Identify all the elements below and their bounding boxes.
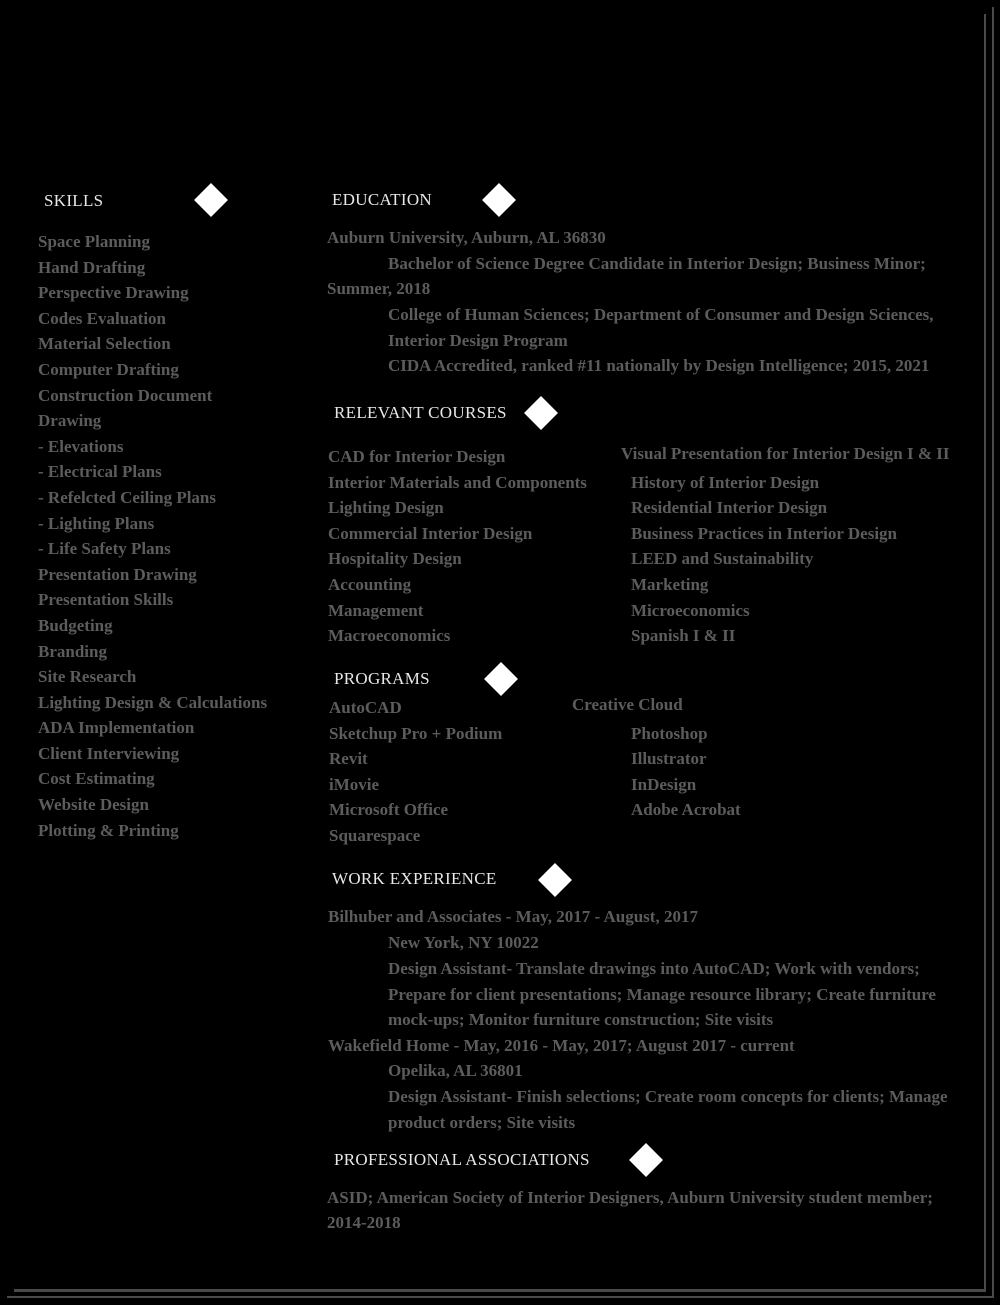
frame-right-outer [992,7,994,1298]
program-item: Photoshop [631,723,708,743]
skill-item: - Lighting Plans [38,513,155,533]
skills-heading: SKILLS [44,191,104,210]
skill-item: Construction Document [38,385,213,405]
skill-item: Presentation Skills [38,590,174,610]
course-item: Interior Materials and Components [328,472,587,492]
course-item: LEED and Sustainability [631,549,814,569]
course-item: Marketing [631,574,709,594]
job-location: New York, NY 10022 [388,933,539,952]
program-item: Adobe Acrobat [631,800,741,820]
program-item: Microsoft Office [329,800,449,820]
program-item: Sketchup Pro + Podium [329,723,503,743]
course-item: Macroeconomics [328,626,451,646]
course-item: Commercial Interior Design [328,523,533,543]
skill-item: Perspective Drawing [38,283,189,303]
skill-item: Presentation Drawing [38,564,197,584]
education-degree: Bachelor of Science Degree Candidate in Interior Design; Business Minor; [388,254,926,273]
skill-item: Site Research [38,667,137,687]
courses-left-list [328,444,587,649]
skill-item: Budgeting [38,615,113,635]
work-heading: WORK EXPERIENCE [332,869,497,888]
frame-right-inner [984,14,986,1292]
course-item: Lighting Design [328,498,444,518]
skill-item: Computer Drafting [38,359,179,379]
course-item: CAD for Interior Design [328,447,506,466]
skills-list [38,229,267,843]
skill-item: - Refelcted Ceiling Plans [38,487,216,507]
education-accreditation: CIDA Accredited, ranked #11 nationally by Design Intelligence; 2015, 2021 [388,356,930,375]
diamond-icon [629,1143,663,1177]
program-item: iMovie [329,774,380,794]
skill-item: Codes Evaluation [38,308,166,328]
skill-item: Client Interviewing [38,743,180,763]
course-item: Visual Presentation for Interior Design I & II [621,444,950,463]
education-college-line2: Interior Design Program [388,331,568,350]
education-heading: EDUCATION [332,190,432,209]
job-desc: Prepare for client presentations; Manage resource library; Create furniture [388,985,936,1004]
skill-item: Space Planning [38,232,150,251]
course-item: Spanish I & II [631,626,736,646]
program-item: Squarespace [329,825,421,845]
programs-heading: PROGRAMS [334,669,430,688]
job-desc: product orders; Site visits [388,1113,576,1132]
course-item: Management [328,600,424,620]
skill-item: Plotting & Printing [38,820,179,840]
course-item: Business Practices in Interior Design [631,523,898,543]
diamond-icon [194,183,228,217]
programs-right-list [631,721,741,823]
programs-suite: Creative Cloud [572,695,683,714]
course-item: Accounting [328,574,412,594]
course-item: Hospitality Design [328,549,462,569]
job-desc: mock-ups; Monitor furniture construction; Site visits [388,1010,774,1029]
program-item: Illustrator [631,749,707,769]
skill-item: - Electrical Plans [38,462,162,482]
frame-bottom-inner [14,1289,986,1292]
skill-item: Drawing [38,411,102,431]
job-location: Opelika, AL 36801 [388,1061,523,1080]
job-desc: Design Assistant- Translate drawings into AutoCAD; Work with vendors; [388,959,920,978]
skill-item: Branding [38,641,107,661]
skill-item: - Life Safety Plans [38,539,171,559]
associations-heading: PROFESSIONAL ASSOCIATIONS [334,1150,590,1169]
association-line1: ASID; American Society of Interior Designers, Auburn University student member; [327,1188,933,1207]
programs-left-list [329,695,502,849]
course-item: History of Interior Design [631,472,820,492]
skill-item: Material Selection [38,334,171,354]
courses-right-list [631,470,897,649]
skill-item: Cost Estimating [38,769,155,789]
course-item: Microeconomics [631,600,750,620]
skill-item: ADA Implementation [38,718,195,738]
diamond-icon [524,396,558,430]
education-college-line1: College of Human Sciences; Department of Consumer and Design Sciences, [388,305,934,324]
education-graduation: Summer, 2018 [327,279,431,298]
job-title: Wakefield Home - May, 2016 - May, 2017; August 2017 - current [328,1036,795,1055]
skill-item: Lighting Design & Calculations [38,692,268,712]
skill-item: Website Design [38,795,149,815]
job-desc: Design Assistant- Finish selections; Create room concepts for clients; Manage [388,1087,948,1106]
diamond-icon [482,183,516,217]
courses-heading: RELEVANT COURSES [334,403,507,422]
program-item: InDesign [631,774,697,794]
association-line2: 2014-2018 [327,1213,401,1232]
skill-item: - Elevations [38,436,124,456]
diamond-icon [538,863,572,897]
job-title: Bilhuber and Associates - May, 2017 - August, 2017 [328,907,698,926]
program-item: Revit [329,749,368,769]
diamond-icon [484,662,518,696]
education-school: Auburn University, Auburn, AL 36830 [327,228,606,247]
skill-item: Hand Drafting [38,257,146,277]
program-item: AutoCAD [329,698,402,717]
frame-bottom-outer [7,1296,994,1298]
course-item: Residential Interior Design [631,498,828,518]
